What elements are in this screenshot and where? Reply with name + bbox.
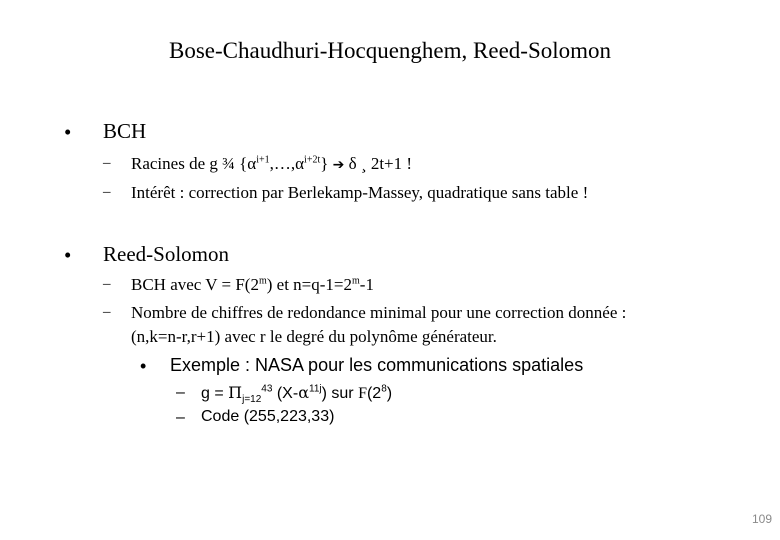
delta-symbol: δ	[348, 154, 357, 173]
rs-heading: Reed-Solomon	[103, 242, 229, 266]
rs-text: -1	[359, 275, 374, 294]
rs-text: BCH avec V = F(2	[131, 275, 259, 294]
alpha-symbol: α	[247, 154, 257, 173]
gen-text: (X-	[272, 385, 299, 402]
dash-marker: –	[176, 409, 185, 426]
bullet-dot: •	[64, 243, 72, 267]
exponent: 11j	[309, 383, 322, 395]
roots-text: ,…,	[269, 154, 296, 173]
generator-polynomial	[201, 383, 392, 405]
bch-heading: BCH	[103, 119, 147, 143]
bch-item-roots	[131, 154, 412, 174]
exponent: m	[258, 275, 267, 287]
roots-text: Racines de g ¾ {	[131, 154, 248, 173]
exponent: 43	[261, 383, 273, 395]
gen-text: (2	[366, 385, 382, 402]
alpha-symbol: α	[295, 154, 305, 173]
rs-item-redundancy-line2: (n,k=n-r,r+1) avec r le degré du polynôme générateur.	[131, 327, 497, 346]
bullet-dot: •	[64, 120, 72, 144]
rs-item-bch	[131, 275, 374, 295]
rs-text: ) et n=q-1=2	[266, 275, 353, 294]
gen-text: ) sur	[321, 385, 359, 402]
dash-marker: –	[176, 384, 185, 401]
dash-marker: –	[103, 184, 111, 200]
code-params: Code (255,223,33)	[201, 408, 335, 425]
product-symbol: Π	[228, 383, 243, 402]
exponent: i+2t	[304, 154, 321, 166]
dash-marker: –	[103, 276, 111, 292]
roots-text: }	[320, 154, 329, 173]
field-symbol: F	[358, 385, 367, 402]
subscript: j=12	[242, 394, 262, 406]
dash-marker: –	[103, 155, 111, 171]
rs-item-redundancy-line1: Nombre de chiffres de redondance minimal pour une correction donnée :	[131, 303, 627, 322]
gen-text: g =	[201, 385, 229, 402]
bullet-dot: •	[140, 356, 147, 376]
exponent: 8	[381, 383, 387, 395]
bch-item-interest: Intérêt : correction par Berlekamp-Massey, quadratique sans table !	[131, 183, 589, 202]
exponent: i+1	[256, 154, 270, 166]
dash-marker: –	[103, 304, 111, 320]
roots-text: ¸ 2t+1 !	[360, 154, 413, 173]
gen-text: )	[386, 385, 393, 402]
arrow-icon: ➔	[332, 157, 345, 173]
page-number: 109	[751, 512, 772, 526]
alpha-symbol: α	[298, 383, 309, 402]
nasa-example: Exemple : NASA pour les communications spatiales	[170, 355, 584, 375]
slide-title: Bose-Chaudhuri-Hocquenghem, Reed-Solomon	[168, 38, 612, 63]
exponent: m	[352, 275, 360, 287]
